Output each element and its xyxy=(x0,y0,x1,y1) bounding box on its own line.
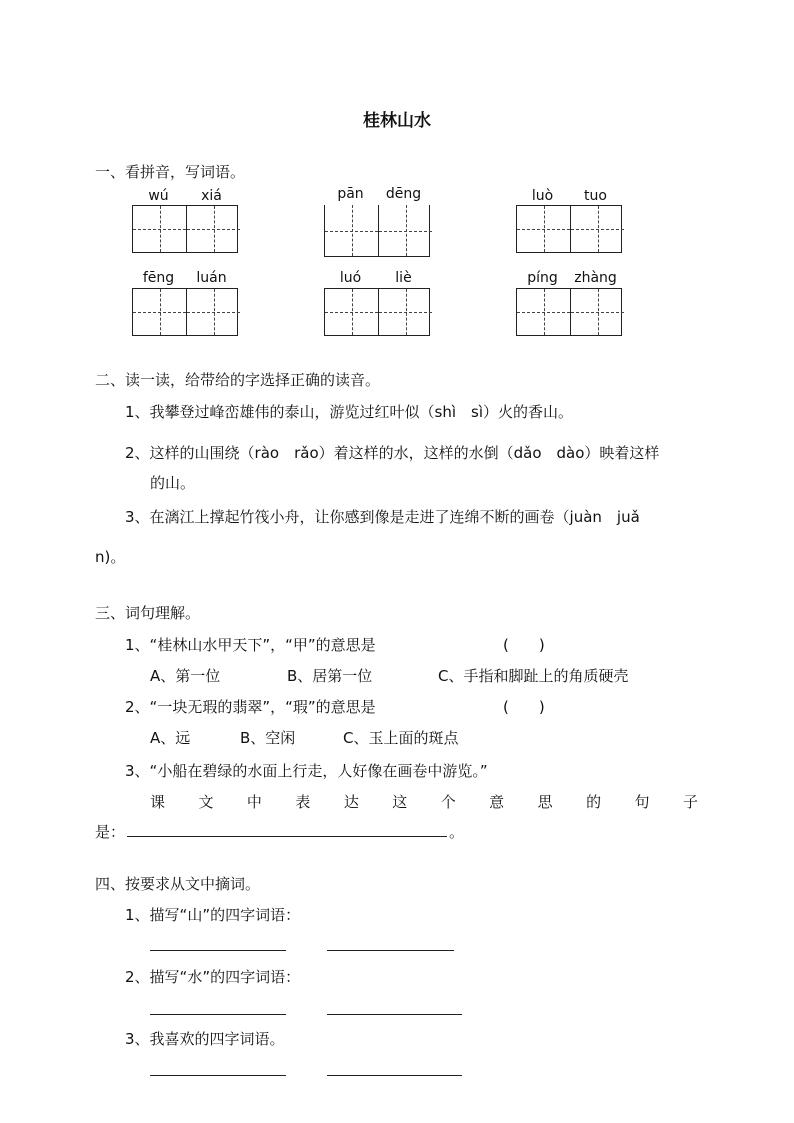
writing-box[interactable] xyxy=(324,205,430,257)
question-text: 2、“一块无瑕的翡翠”，“瑕”的意思是 xyxy=(125,698,376,716)
question-text: 3、“小船在碧绿的水面上行走，人好像在画卷中游览。” xyxy=(125,762,488,780)
section3-heading: 三、词句理解。 xyxy=(95,604,201,622)
question-text: 2、这样的山围绕（rào rǎo）着这样的水，这样的水倒（dǎo dào）映着这样 xyxy=(125,444,660,462)
section4-heading: 四、按要求从文中摘词。 xyxy=(95,875,261,893)
pinyin-pair xyxy=(516,188,622,206)
answer-line[interactable] xyxy=(327,1075,462,1076)
answer-line[interactable] xyxy=(127,836,447,837)
pinyin-pair xyxy=(324,270,430,288)
question-text: 1、我攀登过峰峦雄伟的泰山，游览过红叶似（shì sì）火的香山。 xyxy=(125,403,574,421)
writing-box[interactable] xyxy=(132,288,238,336)
char: 意 xyxy=(489,793,505,811)
section1-heading: 一、看拼音，写词语。 xyxy=(95,163,246,181)
answer-line[interactable] xyxy=(150,1075,286,1076)
char: 这 xyxy=(392,793,408,811)
answer-line[interactable] xyxy=(150,1014,286,1015)
question-text: n)。 xyxy=(95,548,126,566)
justified-text-line xyxy=(150,791,698,812)
pinyin: luó xyxy=(339,270,362,286)
page-title: 桂林山水 xyxy=(363,111,431,131)
writing-box[interactable] xyxy=(132,205,238,253)
answer-parentheses[interactable]: ( ) xyxy=(503,636,545,654)
writing-box[interactable] xyxy=(516,205,622,253)
char: 个 xyxy=(440,793,456,811)
pinyin: pān xyxy=(337,186,364,202)
question-text: 的山。 xyxy=(150,474,196,492)
char: 文 xyxy=(198,793,214,811)
char: 的 xyxy=(586,793,602,811)
question-text: 是： xyxy=(95,823,126,841)
char: 表 xyxy=(295,793,311,811)
char: 子 xyxy=(682,793,698,811)
pinyin: tuo xyxy=(584,188,607,204)
char: 思 xyxy=(537,793,553,811)
option[interactable]: A、第一位 xyxy=(150,667,221,685)
question-text: 1、“桂林山水甲天下”，“甲”的意思是 xyxy=(125,636,376,654)
pinyin: wú xyxy=(148,188,169,204)
pinyin: píng xyxy=(527,270,558,286)
char: 课 xyxy=(150,793,166,811)
answer-line[interactable] xyxy=(327,1014,462,1015)
option[interactable]: C、手指和脚趾上的角质硬壳 xyxy=(438,667,629,685)
answer-parentheses[interactable]: ( ) xyxy=(503,698,545,716)
pinyin-pair xyxy=(132,188,238,206)
writing-box[interactable] xyxy=(516,288,622,336)
char: 中 xyxy=(246,793,262,811)
option[interactable]: B、居第一位 xyxy=(287,667,373,685)
question-text: 3、在漓江上撑起竹筏小舟，让你感到像是走进了连绵不断的画卷（juàn juǎ xyxy=(125,508,640,526)
writing-box[interactable] xyxy=(324,288,430,336)
char: 句 xyxy=(634,793,650,811)
section2-heading: 二、读一读，给带给的字选择正确的读音。 xyxy=(95,371,381,389)
pinyin-pair xyxy=(324,186,430,204)
pinyin: luán xyxy=(196,270,227,286)
pinyin-pair xyxy=(516,270,622,288)
question-text: 1、描写“山”的四字词语： xyxy=(125,906,301,924)
option[interactable]: A、远 xyxy=(150,729,191,747)
question-text: 2、描写“水”的四字词语： xyxy=(125,968,301,986)
question-text: 3、我喜欢的四字词语。 xyxy=(125,1030,285,1048)
answer-line[interactable] xyxy=(327,950,454,951)
answer-line[interactable] xyxy=(150,950,286,951)
pinyin: fēng xyxy=(142,270,175,286)
char: 达 xyxy=(343,793,359,811)
pinyin-pair xyxy=(132,270,238,288)
pinyin: xiá xyxy=(201,188,222,204)
option[interactable]: C、玉上面的斑点 xyxy=(343,729,459,747)
pinyin: luò xyxy=(531,188,554,204)
pinyin: zhàng xyxy=(574,270,617,286)
question-text: 。 xyxy=(449,823,465,841)
option[interactable]: B、空闲 xyxy=(240,729,296,747)
pinyin: dēng xyxy=(385,186,422,202)
pinyin: liè xyxy=(395,270,412,286)
